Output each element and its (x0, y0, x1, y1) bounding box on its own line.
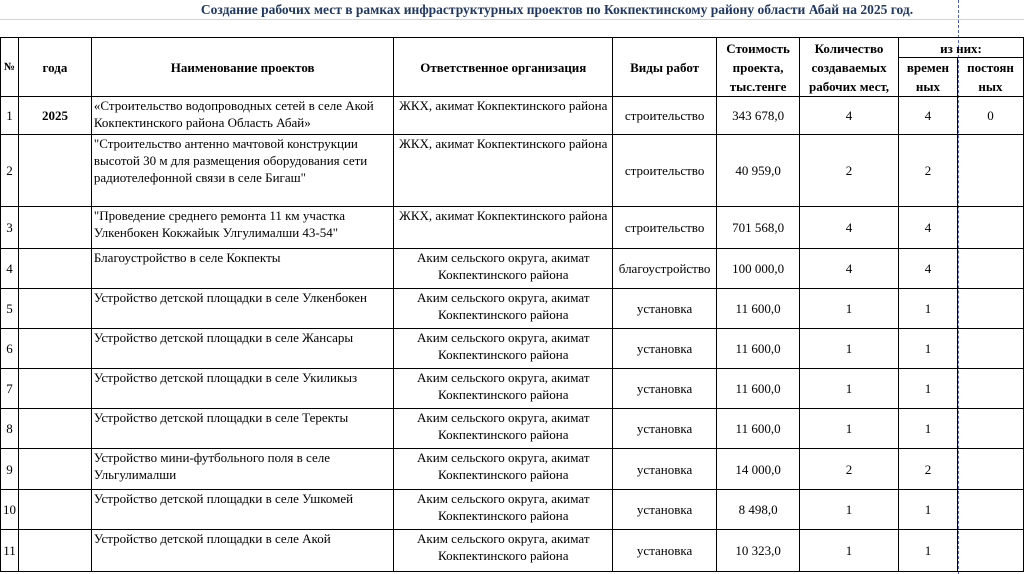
responsible-org: Аким сельского округа, акимат Кокпектинского района (394, 329, 613, 369)
project-name: «Строительство водопроводных сетей в селе Акой Кокпектинского района Область Абай» (91, 97, 394, 135)
row-year (19, 369, 92, 409)
table-row (1, 409, 1024, 449)
header-temp: времен ных (899, 58, 958, 97)
project-cost: 14 000,0 (717, 449, 800, 490)
permanent-jobs (957, 369, 1023, 409)
jobs-count: 4 (800, 207, 899, 249)
responsible-org: Аким сельского округа, акимат Кокпектинского района (394, 409, 613, 449)
table-row (1, 289, 1024, 329)
row-num: 5 (1, 289, 19, 329)
table-row (1, 369, 1024, 409)
jobs-count: 2 (800, 449, 899, 490)
header-cost: Стоимость проекта, тыс.тенге (717, 38, 800, 97)
project-cost: 343 678,0 (717, 97, 800, 135)
row-num: 8 (1, 409, 19, 449)
permanent-jobs: 0 (957, 97, 1023, 135)
row-num: 3 (1, 207, 19, 249)
jobs-count: 4 (800, 97, 899, 135)
project-name: Устройство детской площадки в селе Жансары (91, 329, 394, 369)
page-title: Создание рабочих мест в рамках инфраструктурных проектов по Кокпектинскому району области Абай на 2025 год. (200, 2, 914, 17)
work-type: строительство (613, 135, 717, 207)
work-type: установка (613, 329, 717, 369)
row-year (19, 135, 92, 207)
jobs-count: 1 (800, 530, 899, 572)
jobs-count: 1 (800, 369, 899, 409)
work-type: строительство (613, 207, 717, 249)
header-year: года (19, 38, 92, 97)
header-org: Ответственное организация (394, 38, 613, 97)
projects-table (0, 37, 1024, 572)
header-jobs: Количество создаваемых рабочих мест, (800, 38, 899, 97)
permanent-jobs (957, 135, 1023, 207)
row-year (19, 289, 92, 329)
project-cost: 11 600,0 (717, 289, 800, 329)
header-num: № (1, 38, 19, 97)
work-type: строительство (613, 97, 717, 135)
project-cost: 701 568,0 (717, 207, 800, 249)
responsible-org: Аким сельского округа, акимат Кокпектинского района (394, 249, 613, 289)
table-row (1, 249, 1024, 289)
responsible-org: ЖКХ, акимат Кокпектинского района (394, 97, 613, 135)
row-year (19, 449, 92, 490)
row-year (19, 249, 92, 289)
permanent-jobs (957, 409, 1023, 449)
permanent-jobs (957, 490, 1023, 530)
header-type: Виды работ (613, 38, 717, 97)
row-num: 10 (1, 490, 19, 530)
jobs-count: 2 (800, 135, 899, 207)
table-row (1, 135, 1024, 207)
table-row (1, 207, 1024, 249)
project-name: Устройство мини-футбольного поля в селе Ульгулималши (91, 449, 394, 490)
row-year (19, 530, 92, 572)
project-cost: 100 000,0 (717, 249, 800, 289)
temporary-jobs: 2 (899, 135, 958, 207)
temporary-jobs: 2 (899, 449, 958, 490)
jobs-count: 1 (800, 289, 899, 329)
row-year (19, 329, 92, 369)
table-row (1, 329, 1024, 369)
temporary-jobs: 1 (899, 409, 958, 449)
work-type: установка (613, 530, 717, 572)
project-name: Устройство детской площадки в селе Теректы (91, 409, 394, 449)
header-name: Наименование проектов (91, 38, 394, 97)
responsible-org: ЖКХ, акимат Кокпектинского района (394, 207, 613, 249)
temporary-jobs: 1 (899, 530, 958, 572)
row-num: 9 (1, 449, 19, 490)
header-of-them: из них: (899, 38, 1024, 58)
project-name: "Проведение среднего ремонта 11 км участка Улкенбокен Кокжайык Улгулималши 43-54" (91, 207, 394, 249)
row-num: 7 (1, 369, 19, 409)
sheet-gridline (0, 19, 1024, 20)
project-cost: 8 498,0 (717, 490, 800, 530)
permanent-jobs (957, 289, 1023, 329)
project-cost: 10 323,0 (717, 530, 800, 572)
temporary-jobs: 1 (899, 329, 958, 369)
responsible-org: ЖКХ, акимат Кокпектинского района (394, 135, 613, 207)
permanent-jobs (957, 530, 1023, 572)
project-name: Благоустройство в селе Кокпекты (91, 249, 394, 289)
project-name: Устройство детской площадки в селе Ушкомей (91, 490, 394, 530)
work-type: установка (613, 449, 717, 490)
project-name: Устройство детской площадки в селе Акой (91, 530, 394, 572)
table-row (1, 97, 1024, 135)
permanent-jobs (957, 207, 1023, 249)
work-type: благоустройство (613, 249, 717, 289)
project-cost: 11 600,0 (717, 329, 800, 369)
row-num: 1 (1, 97, 19, 135)
table-row (1, 490, 1024, 530)
responsible-org: Аким сельского округа, акимат Кокпектинского района (394, 530, 613, 572)
row-num: 6 (1, 329, 19, 369)
temporary-jobs: 4 (899, 207, 958, 249)
work-type: установка (613, 409, 717, 449)
row-year (19, 409, 92, 449)
header-perm: постоян ных (957, 58, 1023, 97)
project-name: Устройство детской площадки в селе Улкенбокен (91, 289, 394, 329)
temporary-jobs: 4 (899, 249, 958, 289)
permanent-jobs (957, 329, 1023, 369)
row-year: 2025 (19, 97, 92, 135)
permanent-jobs (957, 449, 1023, 490)
row-num: 11 (1, 530, 19, 572)
temporary-jobs: 1 (899, 490, 958, 530)
jobs-count: 1 (800, 329, 899, 369)
responsible-org: Аким сельского округа, акимат Кокпектинского района (394, 449, 613, 490)
row-year (19, 490, 92, 530)
project-cost: 11 600,0 (717, 409, 800, 449)
project-cost: 11 600,0 (717, 369, 800, 409)
row-year (19, 207, 92, 249)
header-row (1, 38, 1024, 58)
work-type: установка (613, 490, 717, 530)
jobs-count: 1 (800, 409, 899, 449)
responsible-org: Аким сельского округа, акимат Кокпектинского района (394, 490, 613, 530)
work-type: установка (613, 369, 717, 409)
permanent-jobs (957, 249, 1023, 289)
project-cost: 40 959,0 (717, 135, 800, 207)
jobs-count: 4 (800, 249, 899, 289)
temporary-jobs: 1 (899, 289, 958, 329)
row-num: 2 (1, 135, 19, 207)
table-row (1, 449, 1024, 490)
table-row (1, 530, 1024, 572)
project-name: Устройство детской площадки в селе Укиликыз (91, 369, 394, 409)
responsible-org: Аким сельского округа, акимат Кокпектинского района (394, 289, 613, 329)
project-name: "Строительство антенно мачтовой конструкции высотой 30 м для размещения оборудования сети радиотелефонной связи в селе Бигаш" (91, 135, 394, 207)
responsible-org: Аким сельского округа, акимат Кокпектинского района (394, 369, 613, 409)
work-type: установка (613, 289, 717, 329)
jobs-count: 1 (800, 490, 899, 530)
temporary-jobs: 1 (899, 369, 958, 409)
temporary-jobs: 4 (899, 97, 958, 135)
row-num: 4 (1, 249, 19, 289)
